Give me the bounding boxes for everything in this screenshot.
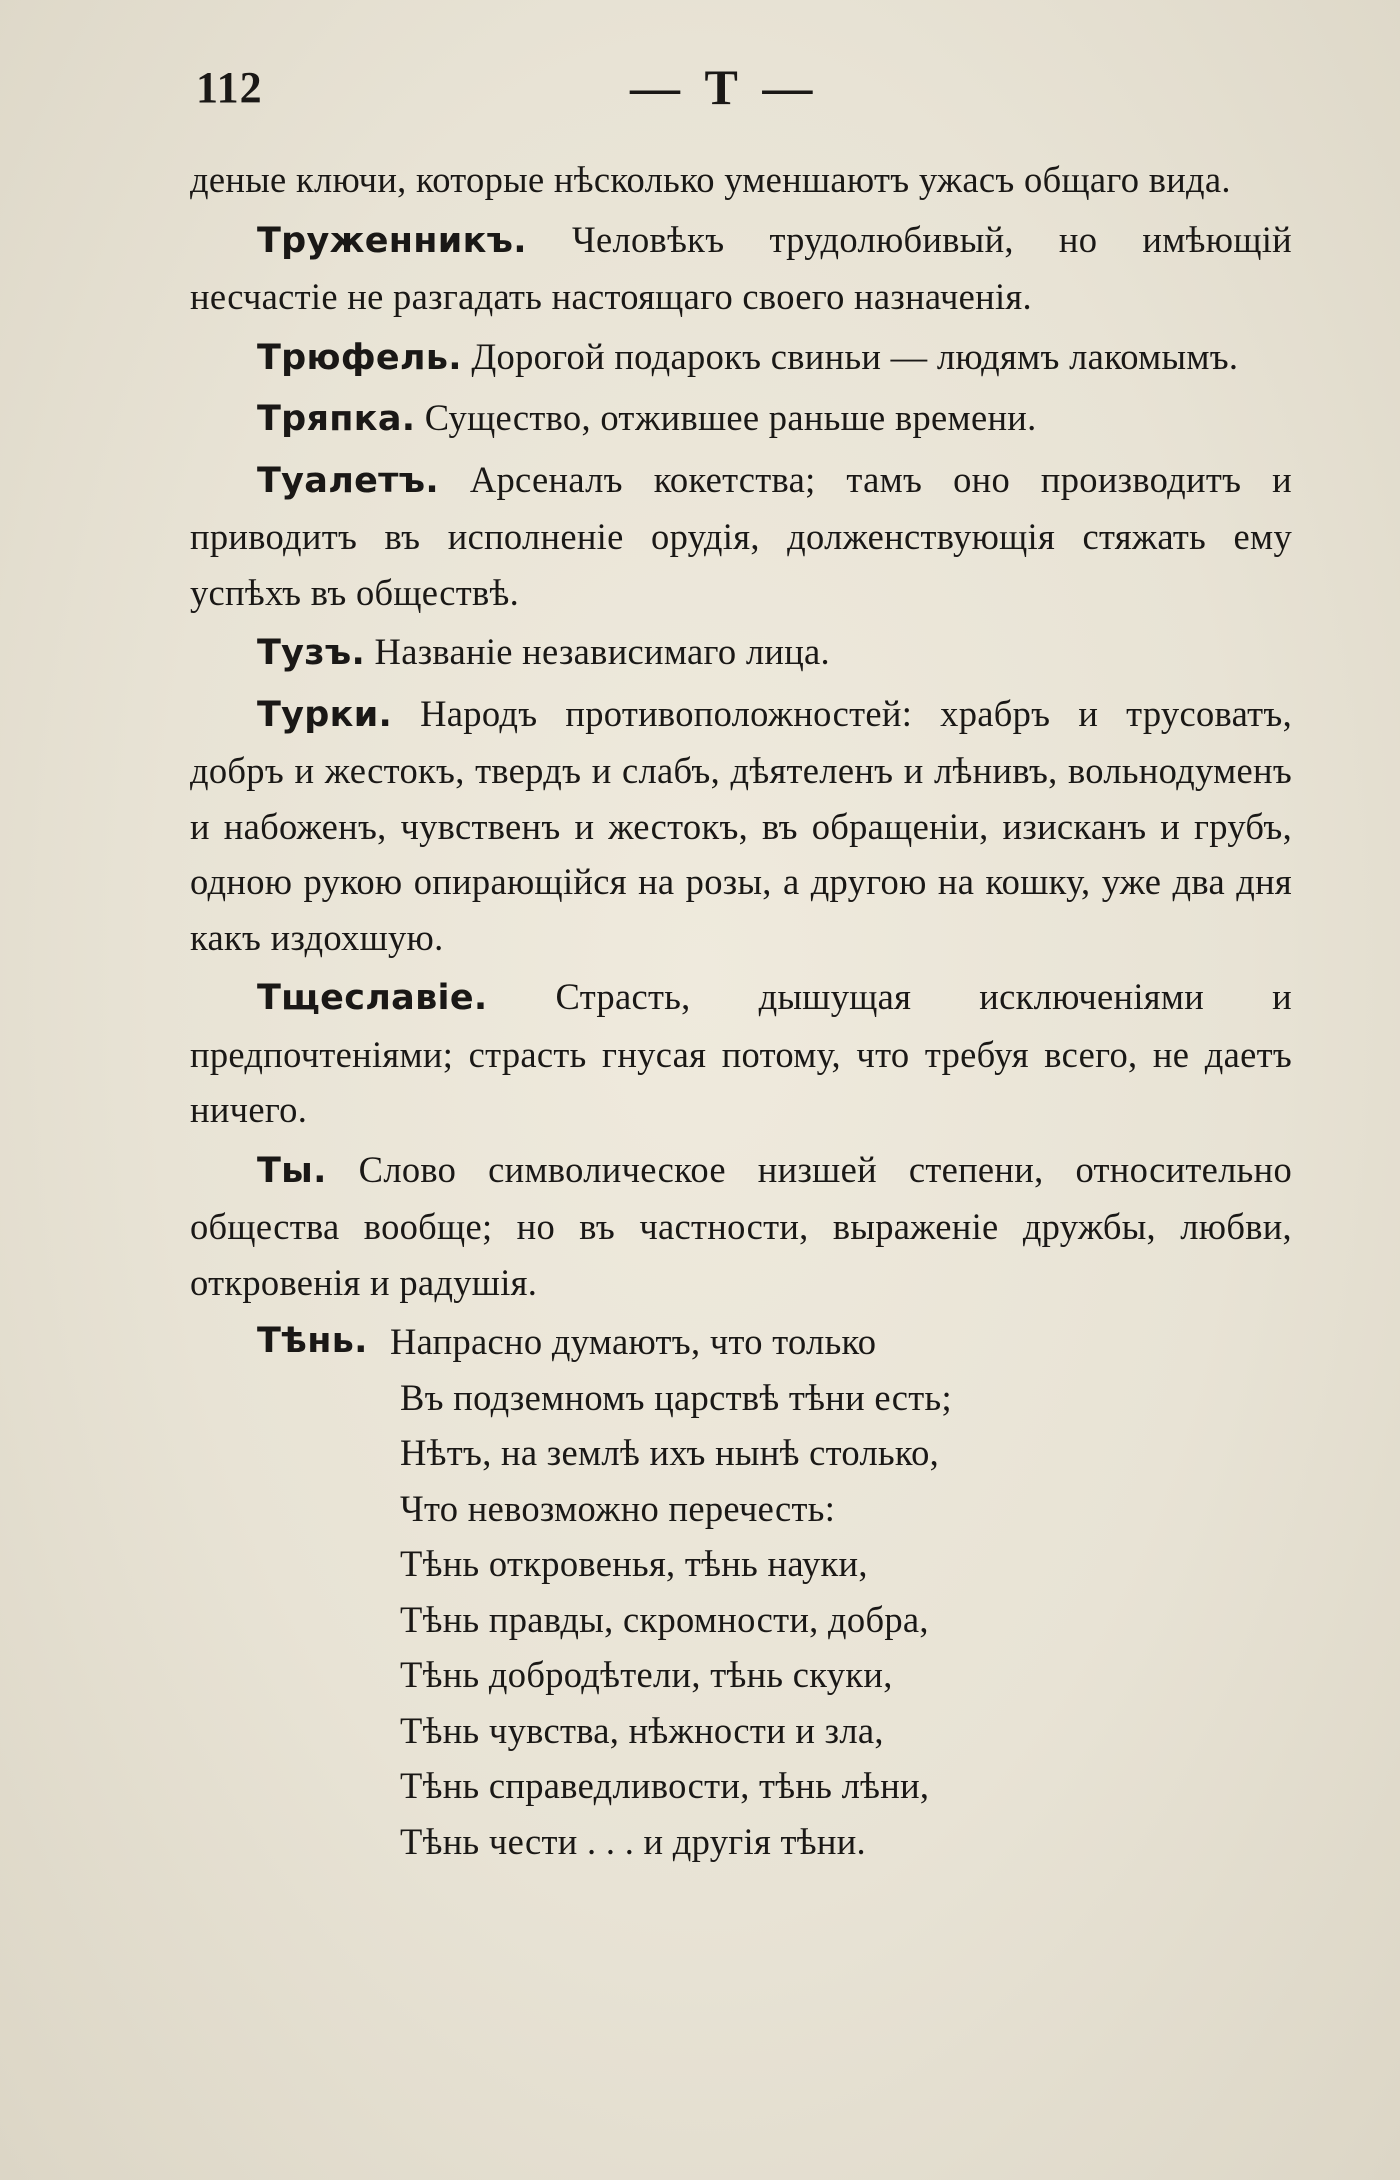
poem xyxy=(390,1314,1292,1869)
entry-headword: Труженникъ. xyxy=(257,220,527,261)
entry-definition: Народъ противоположностей: храбръ и трусоватъ, добръ и жестокъ, твердъ и слабъ, дѣятеленъ и лѣнивъ, вольнодуменъ и набоженъ, чувственъ и жестокъ, въ обращеніи, изисканъ и грубъ, одною рукою опирающійся на розы, а другою на кошку, уже два дня какъ издохшую. xyxy=(190,692,1292,958)
poem-line: Тѣнь откровенья, тѣнь науки, xyxy=(400,1543,868,1584)
entry-headword: Туалетъ. xyxy=(257,460,439,501)
poem-line: Что невозможно перечесть: xyxy=(400,1487,836,1529)
running-head: — Т — xyxy=(630,59,819,115)
entry-headword: Тряпка. xyxy=(257,399,416,439)
entry-headword: Тщеславіе. xyxy=(257,978,488,1018)
poem-line: Въ подземномъ царствѣ тѣни есть; xyxy=(400,1376,952,1418)
poem-line: Напрасно думаютъ, что только xyxy=(390,1321,877,1362)
entry-definition: Дорогой подарокъ свиньи — людямъ лакомымъ. xyxy=(461,335,1239,377)
entry-definition: Страсть, дышущая исключеніями и предпочтеніями; страсть гнусая потому, что требуя всего, не даетъ ничего. xyxy=(190,976,1292,1130)
poem-line: Тѣнь справедливости, тѣнь лѣни, xyxy=(400,1765,930,1806)
entry-headword: Тузъ. xyxy=(257,633,366,673)
entry-headword: Турки. xyxy=(257,694,393,735)
entry-definition: Человѣкъ трудолюбивый, но имѣющій несчастіе не разгадать настоящаго своего назначенія. xyxy=(190,218,1292,317)
entry-headword: Трюфель. xyxy=(257,337,462,378)
entry-headword: Ты. xyxy=(257,1150,327,1191)
dictionary-entry xyxy=(190,452,1292,621)
entry-definition: Арсеналъ кокетства; тамъ оно производитъ и приводитъ въ исполненіе орудія, долженствующія стяжать ему успѣхъ въ обществѣ. xyxy=(190,458,1292,613)
dictionary-entry xyxy=(190,624,1292,682)
dictionary-entry xyxy=(190,686,1292,966)
dictionary-entry xyxy=(190,212,1292,325)
poem-entry xyxy=(190,1314,1292,1869)
page-number: 112 xyxy=(196,63,263,112)
poem-line: Тѣнь чувства, нѣжности и зла, xyxy=(400,1709,884,1751)
dictionary-entry xyxy=(190,329,1292,387)
continuation-paragraph: деные ключи, которые нѣсколько уменшаютъ ужасъ общаго вида. xyxy=(190,159,1231,200)
poem-line: Тѣнь добродѣтели, тѣнь скуки, xyxy=(400,1654,893,1695)
dictionary-entry xyxy=(190,969,1292,1138)
entry-definition: Слово символическое низшей степени, относительно общества вообще; но въ частности, выраженіе дружбы, любви, откровенія и радушія. xyxy=(190,1148,1292,1303)
page-header xyxy=(190,59,1290,122)
dictionary-entry xyxy=(190,390,1292,448)
dictionary-entry xyxy=(190,1142,1292,1311)
entry-definition: Названіе независимаго лица. xyxy=(365,631,830,672)
page-body xyxy=(190,152,1292,1869)
poem-line: Тѣнь правды, скромности, добра, xyxy=(400,1598,929,1640)
poem-line: Нѣтъ, на землѣ ихъ нынѣ столько, xyxy=(400,1432,940,1473)
entry-headword: Тѣнь. xyxy=(257,1321,368,1361)
entry-definition: Существо, отжившее раньше времени. xyxy=(415,397,1037,438)
poem-line: Тѣнь чести . . . и другія тѣни. xyxy=(400,1820,866,1862)
